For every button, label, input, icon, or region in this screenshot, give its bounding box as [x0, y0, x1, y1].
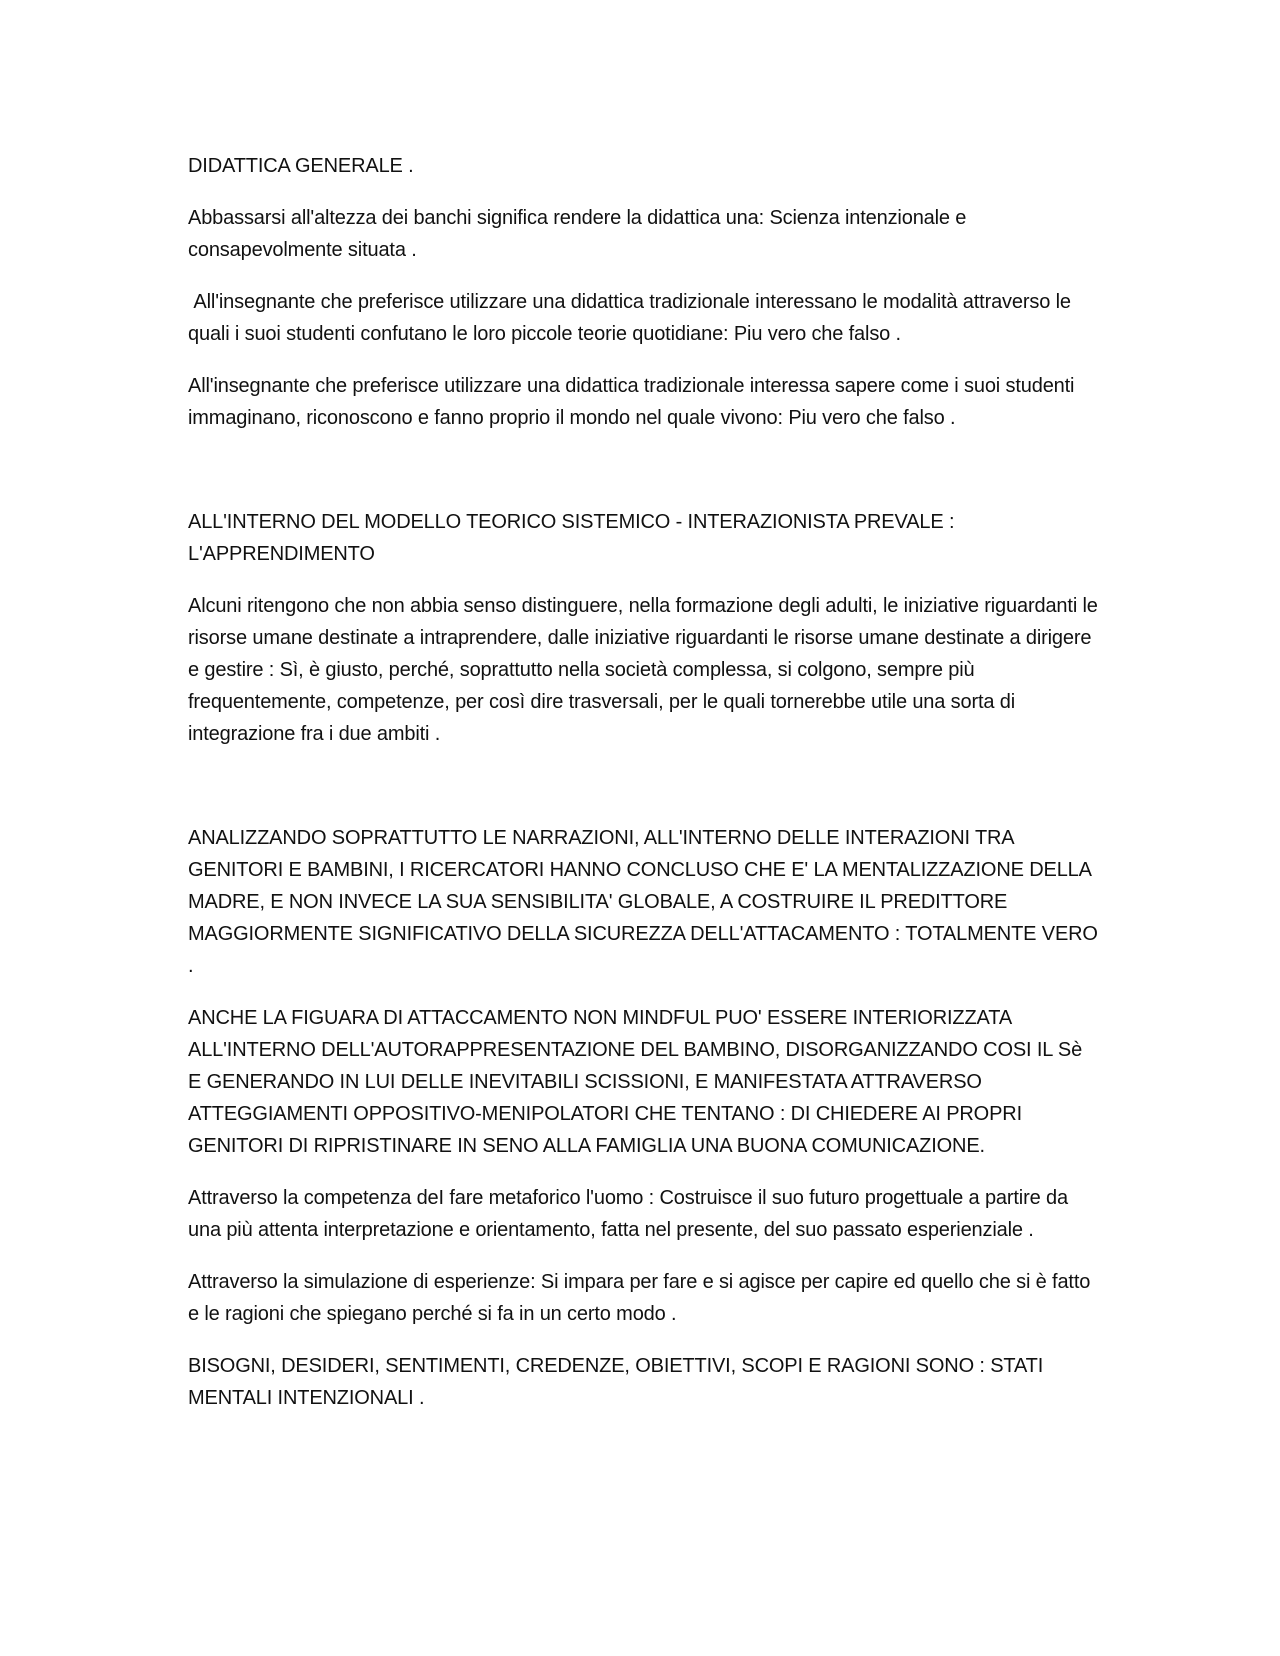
- paragraph-7: ANCHE LA FIGUARA DI ATTACCAMENTO NON MINDFUL PUO' ESSERE INTERIORIZZATA ALL'INTERNO DELL'AUTORAPPRESENTAZIONE DEL BAMBINO, DISORGANIZZANDO COSI IL Sè E GENERANDO IN LUI DELLE INEVITABILI SCISSIONI, E MANIFESTATA ATTRAVERSO ATTEGGIAMENTI OPPOSITIVO-MENIPOLATORI CHE TENTANO : DI CHIEDERE AI PROPRI GENITORI DI RIPRISTINARE IN SENO ALLA FAMIGLIA UNA BUONA COMUNICAZIONE.: [188, 1007, 1088, 1157]
- paragraph-2: All'insegnante che preferisce utilizzare una didattica tradizionale interessano le modalità attraverso le quali i suoi studenti confutano le loro piccole teorie quotidiane: Piu vero che falso .: [188, 291, 1077, 345]
- paragraph-6: ANALIZZANDO SOPRATTUTTO LE NARRAZIONI, ALL'INTERNO DELLE INTERAZIONI TRA GENITORI E BAMBINI, I RICERCATORI HANNO CONCLUSO CHE E' LA MENTALIZZAZIONE DELLA MADRE, E NON INVECE LA SUA SENSIBILITA' GLOBALE, A COSTRUIRE IL PREDITTORE MAGGIORMENTE SIGNIFICATIVO DELLA SICUREZZA DELL'ATTACAMENTO : TOTALMENTE VERO .: [188, 827, 1104, 977]
- paragraph-1: Abbassarsi all'altezza dei banchi significa rendere la didattica una: Scienza intenzionale e consapevolmente situata .: [188, 207, 972, 261]
- paragraph-8: Attraverso la competenza deI fare metaforico l'uomo : Costruisce il suo futuro progettuale a partire da una più attenta interpretazione e orientamento, fatta nel presente, del suo passato esperienziale .: [188, 1187, 1074, 1241]
- paragraph-3: All'insegnante che preferisce utilizzare una didattica tradizionale interessa sapere come i suoi studenti immaginano, riconoscono e fanno proprio il mondo nel quale vivono: Piu vero che falso .: [188, 375, 1080, 429]
- blank-line: [188, 454, 1100, 506]
- blank-line: [188, 770, 1100, 822]
- paragraph-10: BISOGNI, DESIDERI, SENTIMENTI, CREDENZE, OBIETTIVI, SCOPI E RAGIONI SONO : STATI MENTALI INTENZIONALI .: [188, 1355, 1049, 1409]
- document-body: [188, 150, 1104, 1434]
- paragraph-5: Alcuni ritengono che non abbia senso distinguere, nella formazione degli adulti, le iniziative riguardanti le risorse umane destinate a intraprendere, dalle iniziative riguardanti le risorse umane destinate a dirigere e gestire : Sì, è giusto, perché, soprattutto nella società complessa, si colgono, sempre più frequentemente, competenze, per così dire trasversali, per le quali tornerebbe utile una sorta di integrazione fra i due ambiti .: [188, 595, 1104, 745]
- paragraph-4: ALL'INTERNO DEL MODELLO TEORICO SISTEMICO - INTERAZIONISTA PREVALE : L'APPRENDIMENTO: [188, 511, 960, 565]
- document-title: DIDATTICA GENERALE .: [188, 155, 414, 177]
- paragraph-9: Attraverso la simulazione di esperienze: Si impara per fare e si agisce per capire ed quello che si è fatto e le ragioni che spiegano perché si fa in un certo modo .: [188, 1271, 1096, 1325]
